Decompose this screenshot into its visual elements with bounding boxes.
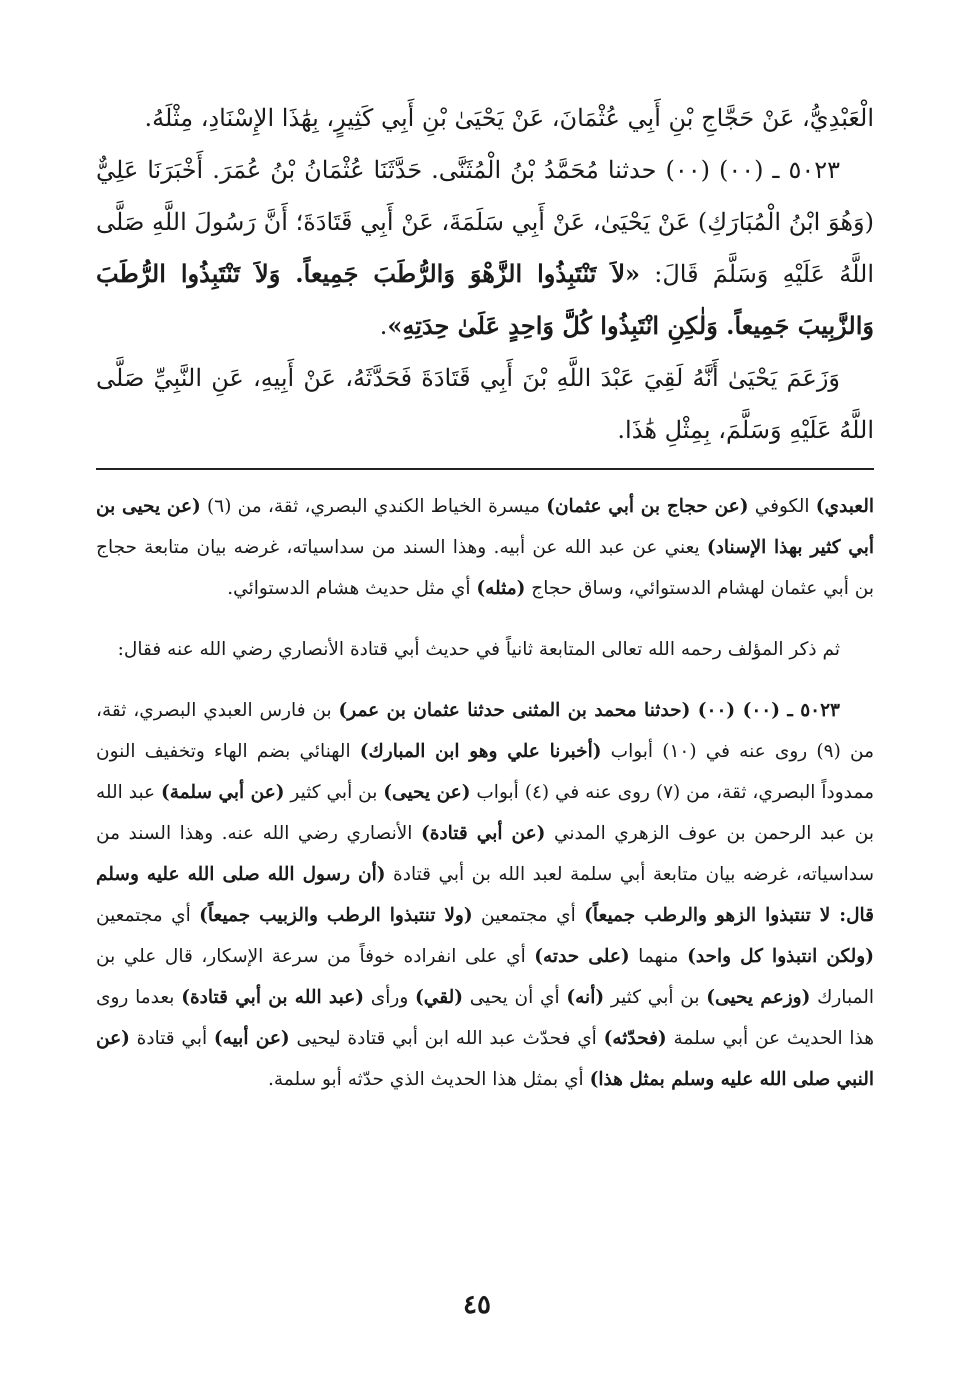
commentary-segment: ميسرة الخياط الكندي البصري، ثقة، من (٦)	[200, 496, 547, 517]
commentary-segment: أي فحدّث عبد الله ابن أبي قتادة ليحيى	[289, 1028, 604, 1049]
commentary-paragraph-3	[96, 690, 874, 1100]
commentary-segment: (عن أبي سلمة)	[160, 782, 285, 803]
commentary-segment: العبدي)	[815, 496, 874, 517]
commentary-segment: (لقي)	[415, 987, 463, 1008]
commentary-segment: بن أبي كثير	[604, 987, 707, 1008]
commentary-segment: (وزعم يحيى)	[706, 987, 811, 1008]
hadith-5023-addendum: وَزَعَمَ يَحْيَىٰ أَنَّهُ لَقِيَ عَبْدَ اللَّهِ بْنَ أَبِي قَتَادَةَ فَحَدَّثَهُ، عَنْ أَبِيهِ، عَنِ النَّبِيِّ صَلَّى اللَّهُ عَلَيْهِ وَسَلَّمَ، بِمِثْلِ هَٰذَا.	[96, 364, 874, 444]
commentary-segment: أي أن يحيى	[462, 987, 567, 1008]
hadith-5023-quote: «لاَ تَنْتَبِذُوا الزَّهْوَ وَالرُّطَبَ جَمِيعاً. وَلاَ تَنْتَبِذُوا الرُّطَبَ وَالزَّبِيبَ جَمِيعاً. وَلٰكِنِ انْتَبِذُوا كُلَّ وَاحِدٍ عَلَىٰ حِدَتِهِ»	[96, 259, 874, 340]
hadith-5023-closing: .	[379, 312, 388, 340]
commentary-segment: (عن أبي قتادة)	[420, 823, 546, 844]
commentary-segment: أبي قتادة	[129, 1028, 214, 1049]
commentary-segment: أي مثل حديث هشام الدستوائي.	[227, 578, 477, 599]
commentary-segment: بن فارس العبدي البصري، ثقة، من (٩) روى عنه في (١٠) أبواب	[96, 700, 874, 762]
commentary-segment: أي مجتمعين	[472, 905, 585, 926]
commentary-segment: (أخبرنا علي وهو ابن المبارك)	[359, 741, 602, 762]
commentary-segment: ٥٠٢٣ ـ (٠٠) (٠٠) (حدثنا محمد بن المثنى حدثنا عثمان بن عمر)	[338, 700, 840, 721]
commentary-segment: بعدما روى هذا الحديث عن أبي سلمة	[96, 987, 874, 1049]
commentary-segment: أي بمثل هذا الحديث الذي حدّثه أبو سلمة.	[267, 1069, 590, 1090]
footnote-divider	[96, 468, 874, 470]
commentary-segment: (عن يحيى)	[383, 782, 471, 803]
commentary	[96, 486, 874, 1120]
commentary-paragraph-1	[96, 486, 874, 609]
hadith-5023-opening: ٥٠٢٣ ـ (٠٠) (٠٠) حدثنا مُحَمَّدُ بْنُ الْمُثَنَّى. حَدَّثَنَا عُثْمَانُ بْنُ عُمَرَ. أَخْبَرَنَا عَلِيٌّ (وَهُوَ ابْنُ الْمُبَارَكِ) عَنْ يَحْيَىٰ، عَنْ أَبِي سَلَمَةَ، عَنْ أَبِي قَتَادَةَ؛ أَنَّ رَسُولَ اللَّهِ صَلَّى اللَّهُ عَلَيْهِ وَسَلَّمَ قَالَ:	[96, 156, 875, 288]
hadith-continuation: الْعَبْدِيُّ، عَنْ حَجَّاجِ بْنِ أَبِي عُثْمَانَ، عَنْ يَحْيَىٰ بْنِ أَبِي كَثِيرٍ، بِهَٰذَا الإِسْنَادِ، مِثْلَهُ.	[144, 104, 874, 132]
commentary-segment: (على حدته)	[534, 946, 630, 967]
hadith-text	[96, 92, 874, 456]
commentary-segment: (أنه)	[566, 987, 605, 1008]
commentary-segment: يعني عن عبد الله عن أبيه. وهذا السند من سداسياته، غرضه بيان متابعة حجاج بن أبي عثمان لهشام الدستوائي، وساق حجاج	[96, 537, 874, 599]
commentary-segment: ورأى	[364, 987, 416, 1008]
commentary-segment: أي مجتمعين	[96, 905, 200, 926]
commentary-segment: (ولا تنتبذوا الرطب والزبيب جميعاً)	[199, 905, 473, 926]
commentary-segment: (أن رسول الله صلى الله عليه وسلم قال: لا تنتبذوا الزهو والرطب جميعاً)	[96, 864, 875, 926]
commentary-segment: (ولكن انتبذوا كل واحد)	[687, 946, 874, 967]
page-number: ٤٥	[463, 1290, 491, 1320]
commentary-segment: الأنصاري رضي الله عنه. وهذا السند من سداسياته، غرضه بيان متابعة أبي سلمة لعبد الله بن أبي قتادة	[96, 823, 875, 885]
commentary-segment: الكوفي	[748, 496, 816, 517]
commentary-segment: بن أبي كثير	[284, 782, 384, 803]
commentary-segment: أي على انفراده خوفاً من سرعة الإسكار، قال علي بن المبارك	[96, 946, 874, 1008]
hadith-5023	[96, 144, 874, 352]
commentary-segment: (مثله)	[476, 578, 526, 599]
commentary-segment: عبد الله بن عبد الرحمن بن عوف الزهري المدني	[96, 782, 874, 844]
commentary-segment: (عن حجاج بن أبي عثمان)	[546, 496, 749, 517]
commentary-segment: (فحدّثه)	[603, 1028, 667, 1049]
commentary-segment: منهما	[629, 946, 688, 967]
commentary-paragraph-2: ثم ذكر المؤلف رحمه الله تعالى المتابعة ثانياً في حديث أبي قتادة الأنصاري رضي الله عنه فقال:	[117, 639, 840, 660]
commentary-segment: (عبد الله بن أبي قتادة)	[181, 987, 365, 1008]
commentary-segment: (عن يحيى بن أبي كثير بهذا الإسناد)	[96, 496, 874, 558]
commentary-segment: الهنائي بضم الهاء وتخفيف النون ممدوداً البصري، ثقة، من (٧) روى عنه في (٤) أبواب	[96, 741, 874, 803]
commentary-segment: (عن النبي صلى الله عليه وسلم بمثل هذا)	[96, 1028, 874, 1090]
commentary-segment: (عن أبيه)	[213, 1028, 290, 1049]
